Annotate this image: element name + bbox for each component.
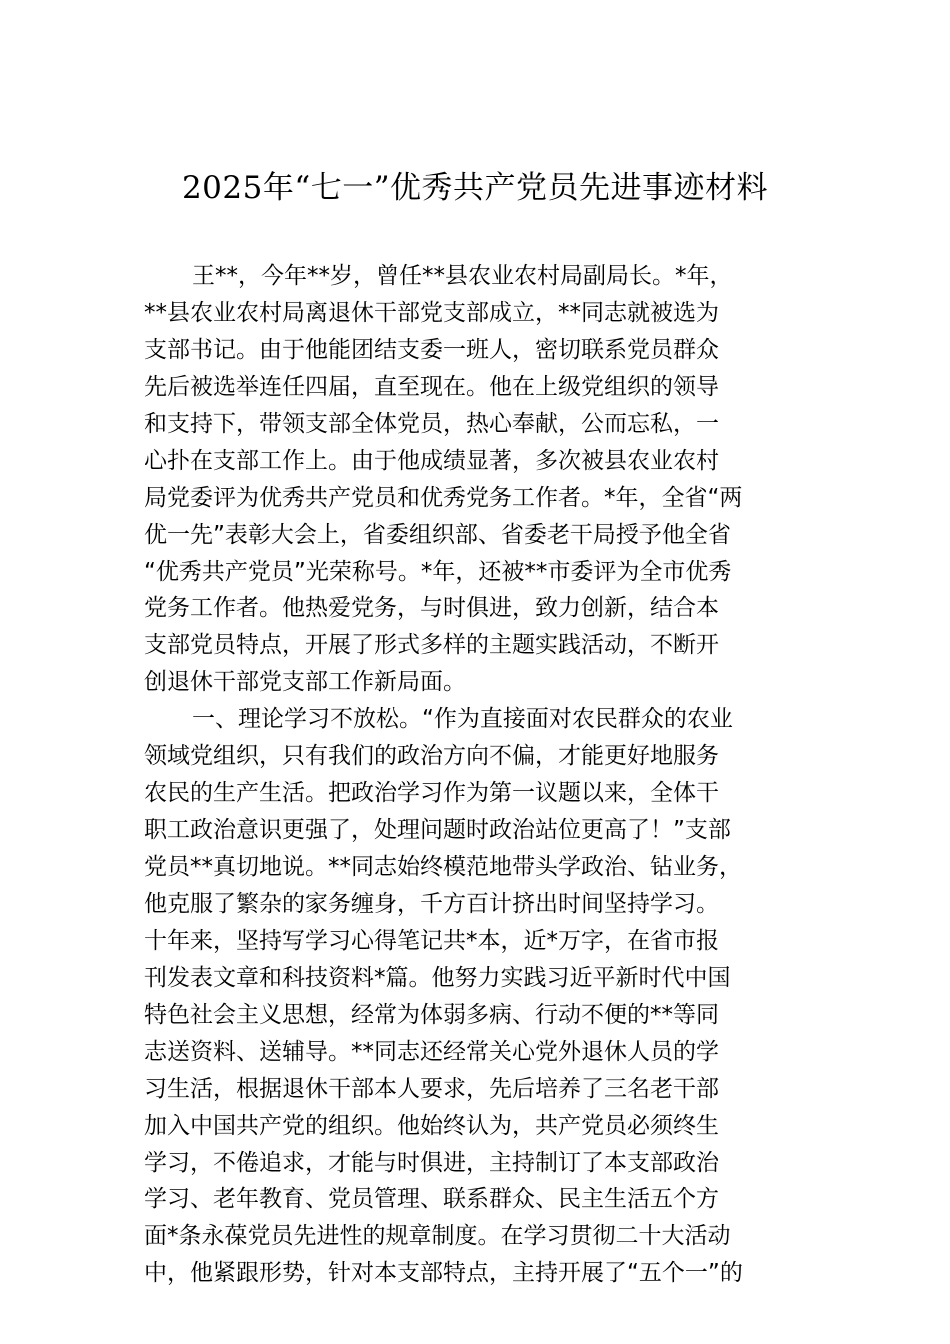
paragraph-1-line-7: 局党委评为优秀共产党员和优秀党务工作者。*年，全省“两: [144, 484, 743, 511]
paragraph-1-line-5: 和支持下，带领支部全体党员，热心奉献，公而忘私，一: [144, 410, 719, 437]
paragraph-1-line-2: **县农业农村局离退休干部党支部成立，**同志就被选为: [144, 299, 719, 326]
paragraph-2-line-13: 学习，不倦追求，才能与时俱进，主持制订了本支部政治: [144, 1149, 719, 1176]
paragraph-1-line-3: 支部书记。由于他能团结支委一班人，密切联系党员群众: [144, 336, 719, 363]
paragraph-2-line-8: 刊发表文章和科技资料*篇。他努力实践习近平新时代中国: [144, 964, 731, 991]
paragraph-1-line-4: 先后被选举连任四届，直至现在。他在上级党组织的领导: [144, 373, 719, 400]
paragraph-2-line-1: 一、理论学习不放松。“作为直接面对农民群众的农业: [192, 706, 733, 733]
paragraph-2-line-2: 领域党组织，只有我们的政治方向不偏，才能更好地服务: [144, 743, 719, 770]
paragraph-1-line-12: 创退休干部党支部工作新局面。: [144, 669, 466, 696]
paragraph-1-line-6: 心扑在支部工作上。由于他成绩显著，多次被县农业农村: [144, 447, 719, 474]
paragraph-2-line-4: 职工政治意识更强了，处理问题时政治站位更高了！”支部: [144, 817, 731, 844]
paragraph-2-line-9: 特色社会主义思想，经常为体弱多病、行动不便的**等同: [144, 1001, 719, 1028]
paragraph-2-line-6: 他克服了繁杂的家务缠身，千方百计挤出时间坚持学习。: [144, 890, 719, 917]
paragraph-2-line-15: 面*条永葆党员先进性的规章制度。在学习贯彻二十大活动: [144, 1223, 731, 1250]
paragraph-1-line-9: “优秀共产党员”光荣称号。*年，还被**市委评为全市优秀: [144, 558, 732, 585]
paragraph-2-line-12: 加入中国共产党的组织。他始终认为，共产党员必须终生: [144, 1112, 719, 1139]
paragraph-2-line-7: 十年来，坚持写学习心得笔记共*本，近*万字，在省市报: [144, 927, 719, 954]
document-title: 2025年“七一”优秀共产党员先进事迹材料: [181, 170, 769, 206]
paragraph-2-line-10: 志送资料、送辅导。**同志还经常关心党外退休人员的学: [144, 1038, 719, 1065]
document-body: [144, 258, 812, 1292]
paragraph-2-line-16: 中，他紧跟形势，针对本支部特点，主持开展了“五个一”的: [144, 1260, 743, 1287]
paragraph-1-line-1: 王**，今年**岁，曾任**县农业农村局副局长。*年，: [192, 263, 733, 289]
paragraph-2-line-3: 农民的生产生活。把政治学习作为第一议题以来，全体干: [144, 780, 719, 807]
paragraph-2-line-11: 习生活，根据退休干部本人要求，先后培养了三名老干部: [144, 1075, 719, 1102]
paragraph-1-line-10: 党务工作者。他热爱党务，与时俱进，致力创新，结合本: [144, 595, 719, 622]
paragraph-2-line-14: 学习、老年教育、党员管理、联系群众、民主生活五个方: [144, 1186, 719, 1213]
paragraph-1-line-11: 支部党员特点，开展了形式多样的主题实践活动，不断开: [144, 632, 719, 659]
paragraph-2-line-5: 党员**真切地说。**同志始终模范地带头学政治、钻业务，: [144, 854, 742, 880]
paragraph-1-line-8: 优一先”表彰大会上，省委组织部、省委老干局授予他全省: [144, 521, 731, 548]
